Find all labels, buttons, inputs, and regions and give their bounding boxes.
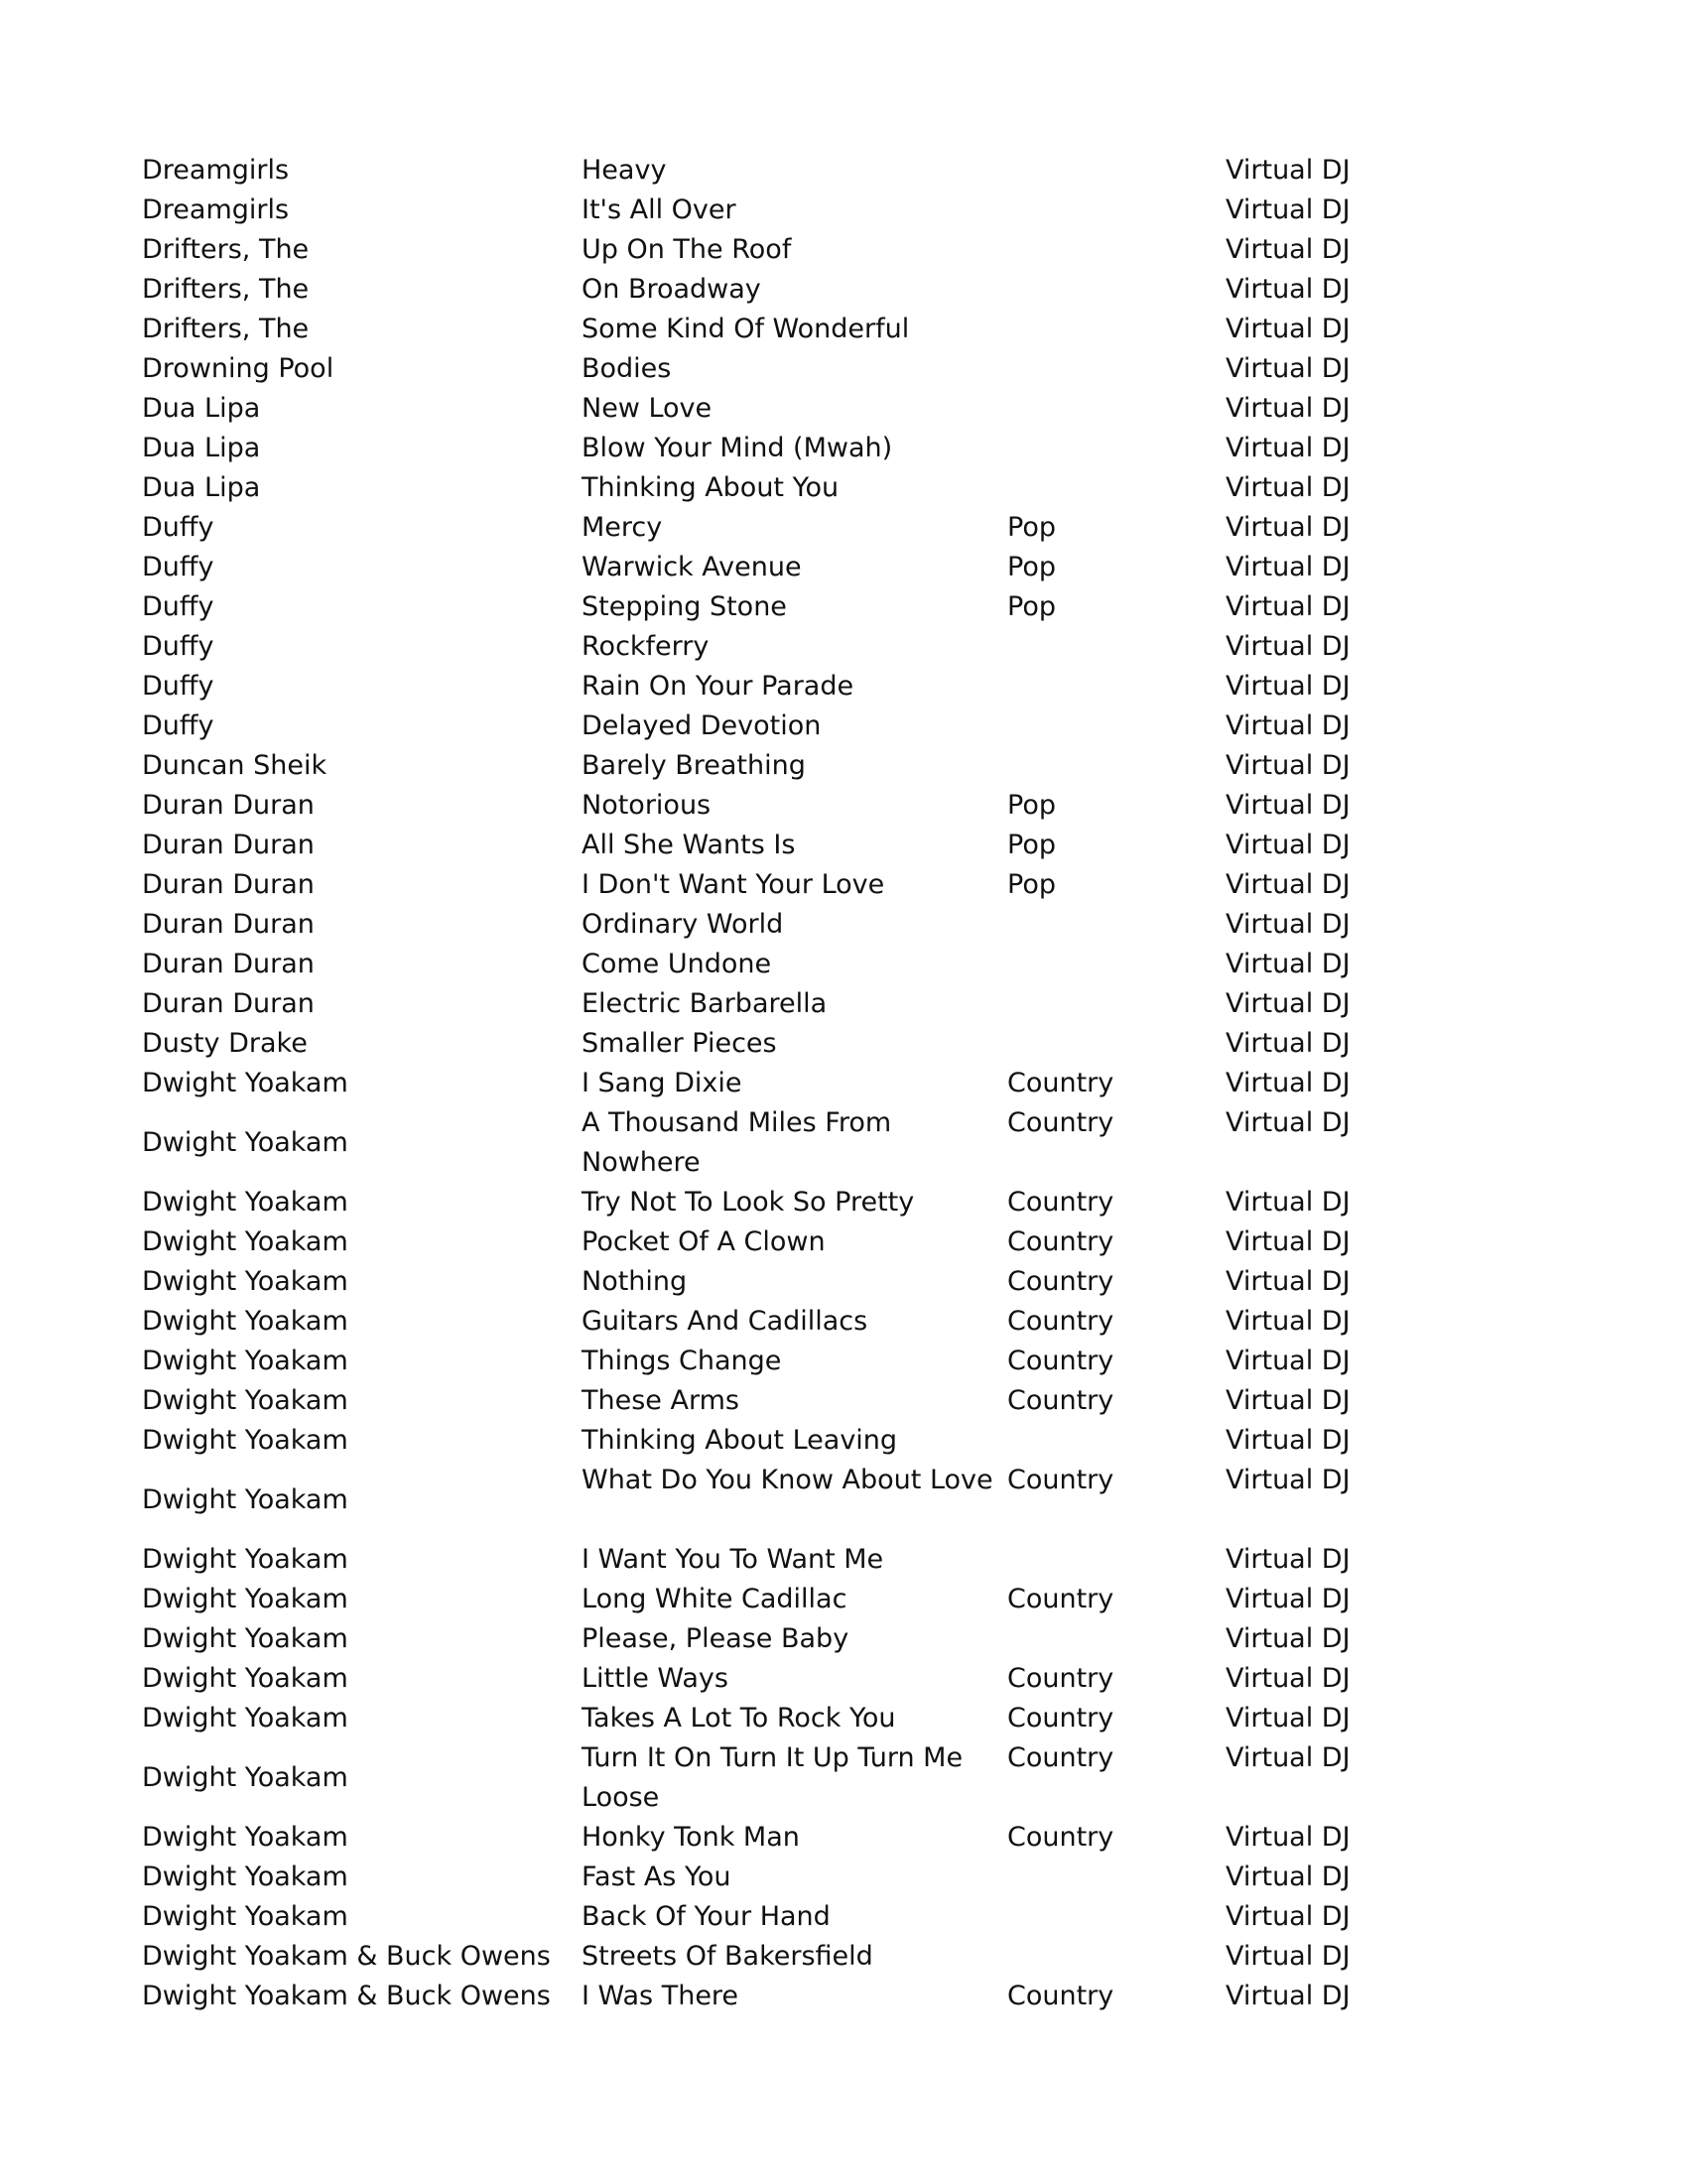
source-cell: Virtual DJ: [1226, 393, 1351, 424]
source-cell: Virtual DJ: [1226, 591, 1351, 622]
source-cell: Virtual DJ: [1226, 750, 1351, 781]
table-row: [142, 1024, 1452, 1064]
source-cell: Virtual DJ: [1226, 1941, 1351, 1972]
artist-cell: Dwight Yoakam & Buck Owens: [142, 1941, 551, 1972]
source-cell: Virtual DJ: [1226, 1901, 1351, 1932]
artist-cell: Duffy: [142, 552, 214, 582]
artist-cell: Dwight Yoakam: [142, 1762, 348, 1793]
title-cell: Fast As You: [582, 1862, 731, 1892]
title-cell: Nothing: [582, 1266, 688, 1297]
source-cell: Virtual DJ: [1226, 1822, 1351, 1853]
genre-cell: [1007, 1937, 1226, 1977]
table-row: [142, 429, 1452, 468]
title-cell: I Sang Dixie: [582, 1068, 742, 1098]
table-row: [142, 826, 1452, 865]
source-cell: Virtual DJ: [1226, 988, 1351, 1019]
genre-cell: Country: [1007, 1465, 1114, 1495]
table-row: [142, 1897, 1452, 1937]
table-row: [142, 1937, 1452, 1977]
source-cell: Virtual DJ: [1226, 1663, 1351, 1694]
title-cell: Warwick Avenue: [582, 552, 802, 582]
genre-cell: [1007, 1858, 1226, 1897]
table-row: [142, 389, 1452, 429]
title-cell: All She Wants Is: [582, 830, 796, 860]
table-row: [142, 1381, 1452, 1421]
title-cell: Little Ways: [582, 1663, 728, 1694]
artist-cell: Dwight Yoakam: [142, 1623, 348, 1654]
artist-cell: Dwight Yoakam: [142, 1663, 348, 1694]
title-cell: Pocket Of A Clown: [582, 1226, 826, 1257]
artist-cell: Dwight Yoakam: [142, 1822, 348, 1853]
table-row: [142, 587, 1452, 627]
artist-cell: Duffy: [142, 671, 214, 702]
title-cell: Thinking About You: [582, 472, 840, 503]
table-row: [142, 1580, 1452, 1619]
source-cell: Virtual DJ: [1226, 949, 1351, 979]
title-cell: A Thousand Miles From Nowhere: [582, 1107, 892, 1178]
artist-cell: Dreamgirls: [142, 194, 290, 225]
artist-cell: Dwight Yoakam: [142, 1901, 348, 1932]
genre-cell: [1007, 429, 1226, 468]
table-row: [142, 1540, 1452, 1580]
artist-cell: Dwight Yoakam: [142, 1266, 348, 1297]
artist-cell: Dwight Yoakam & Buck Owens: [142, 1981, 551, 2011]
title-cell: Honky Tonk Man: [582, 1822, 800, 1853]
source-cell: Virtual DJ: [1226, 710, 1351, 741]
table-row: [142, 1738, 1452, 1818]
genre-cell: [1007, 707, 1226, 746]
source-cell: Virtual DJ: [1226, 1028, 1351, 1059]
genre-cell: Pop: [1007, 790, 1056, 821]
title-cell: Try Not To Look So Pretty: [582, 1187, 915, 1218]
table-row: [142, 905, 1452, 945]
genre-cell: [1007, 230, 1226, 270]
source-cell: Virtual DJ: [1226, 433, 1351, 463]
source-cell: Virtual DJ: [1226, 552, 1351, 582]
song-list-body: [142, 151, 1452, 2016]
artist-cell: Dua Lipa: [142, 472, 261, 503]
genre-cell: Pop: [1007, 552, 1056, 582]
source-cell: Virtual DJ: [1226, 1306, 1351, 1337]
table-row: [142, 230, 1452, 270]
genre-cell: [1007, 270, 1226, 310]
artist-cell: Duran Duran: [142, 909, 315, 940]
table-row: [142, 1302, 1452, 1342]
source-cell: Virtual DJ: [1226, 512, 1351, 543]
table-row: [142, 191, 1452, 230]
genre-cell: [1007, 945, 1226, 984]
artist-cell: Dwight Yoakam: [142, 1425, 348, 1456]
artist-cell: Duran Duran: [142, 949, 315, 979]
genre-cell: Country: [1007, 1703, 1114, 1734]
artist-cell: Dua Lipa: [142, 433, 261, 463]
table-row: [142, 1619, 1452, 1659]
artist-cell: Duncan Sheik: [142, 750, 327, 781]
source-cell: Virtual DJ: [1226, 1981, 1351, 2011]
table-row: [142, 1183, 1452, 1222]
genre-cell: Country: [1007, 1385, 1114, 1416]
genre-cell: Country: [1007, 1187, 1114, 1218]
source-cell: Virtual DJ: [1226, 234, 1351, 265]
artist-cell: Duffy: [142, 710, 214, 741]
table-row: [142, 627, 1452, 667]
table-row: [142, 1421, 1452, 1461]
title-cell: New Love: [582, 393, 713, 424]
table-row: [142, 151, 1452, 191]
source-cell: Virtual DJ: [1226, 1385, 1351, 1416]
genre-cell: [1007, 1421, 1226, 1461]
genre-cell: [1007, 310, 1226, 349]
artist-cell: Drowning Pool: [142, 353, 334, 384]
table-row: [142, 865, 1452, 905]
table-row: [142, 1262, 1452, 1302]
table-row: [142, 707, 1452, 746]
genre-cell: Country: [1007, 1822, 1114, 1853]
artist-cell: Drifters, The: [142, 314, 310, 344]
title-cell: Thinking About Leaving: [582, 1425, 898, 1456]
genre-cell: [1007, 349, 1226, 389]
title-cell: Barely Breathing: [582, 750, 806, 781]
table-row: [142, 1342, 1452, 1381]
title-cell: Long White Cadillac: [582, 1584, 847, 1614]
artist-cell: Duran Duran: [142, 988, 315, 1019]
artist-cell: Dwight Yoakam: [142, 1346, 348, 1376]
title-cell: These Arms: [582, 1385, 739, 1416]
genre-cell: Pop: [1007, 869, 1056, 900]
title-cell: It's All Over: [582, 194, 736, 225]
table-row: [142, 1103, 1452, 1183]
source-cell: Virtual DJ: [1226, 830, 1351, 860]
source-cell: Virtual DJ: [1226, 1862, 1351, 1892]
source-cell: Virtual DJ: [1226, 314, 1351, 344]
artist-cell: Duffy: [142, 512, 214, 543]
genre-cell: Country: [1007, 1306, 1114, 1337]
table-row: [142, 945, 1452, 984]
genre-cell: [1007, 1897, 1226, 1937]
title-cell: Guitars And Cadillacs: [582, 1306, 868, 1337]
table-row: [142, 270, 1452, 310]
title-cell: Mercy: [582, 512, 663, 543]
artist-cell: Drifters, The: [142, 274, 310, 305]
artist-cell: Dwight Yoakam: [142, 1127, 348, 1158]
table-row: [142, 786, 1452, 826]
artist-cell: Duran Duran: [142, 830, 315, 860]
artist-cell: Dusty Drake: [142, 1028, 308, 1059]
source-cell: Virtual DJ: [1226, 1544, 1351, 1575]
table-row: [142, 548, 1452, 587]
source-cell: Virtual DJ: [1226, 1623, 1351, 1654]
title-cell: I Was There: [582, 1981, 739, 2011]
title-cell: Notorious: [582, 790, 712, 821]
artist-cell: Dwight Yoakam: [142, 1385, 348, 1416]
genre-cell: [1007, 151, 1226, 191]
title-cell: Come Undone: [582, 949, 772, 979]
title-cell: Ordinary World: [582, 909, 784, 940]
source-cell: Virtual DJ: [1226, 1187, 1351, 1218]
genre-cell: [1007, 984, 1226, 1024]
source-cell: Virtual DJ: [1226, 1703, 1351, 1734]
table-row: [142, 1858, 1452, 1897]
table-row: [142, 468, 1452, 508]
genre-cell: Country: [1007, 1742, 1114, 1773]
artist-cell: Dwight Yoakam: [142, 1306, 348, 1337]
table-row: [142, 1222, 1452, 1262]
source-cell: Virtual DJ: [1226, 1742, 1351, 1773]
genre-cell: Country: [1007, 1266, 1114, 1297]
artist-cell: Duran Duran: [142, 790, 315, 821]
genre-cell: Country: [1007, 1346, 1114, 1376]
table-row: [142, 1659, 1452, 1699]
title-cell: Up On The Roof: [582, 234, 792, 265]
artist-cell: Duran Duran: [142, 869, 315, 900]
genre-cell: [1007, 1619, 1226, 1659]
title-cell: Some Kind Of Wonderful: [582, 314, 910, 344]
source-cell: Virtual DJ: [1226, 472, 1351, 503]
table-row: [142, 349, 1452, 389]
title-cell: Streets Of Bakersfield: [582, 1941, 873, 1972]
source-cell: Virtual DJ: [1226, 1107, 1351, 1138]
title-cell: Blow Your Mind (Mwah): [582, 433, 893, 463]
genre-cell: Pop: [1007, 830, 1056, 860]
artist-cell: Dreamgirls: [142, 155, 290, 186]
genre-cell: [1007, 746, 1226, 786]
title-cell: On Broadway: [582, 274, 761, 305]
source-cell: Virtual DJ: [1226, 353, 1351, 384]
genre-cell: Country: [1007, 1107, 1114, 1138]
table-row: [142, 1977, 1452, 2016]
genre-cell: [1007, 389, 1226, 429]
table-row: [142, 1064, 1452, 1103]
genre-cell: [1007, 191, 1226, 230]
table-row: [142, 1461, 1452, 1540]
source-cell: Virtual DJ: [1226, 1346, 1351, 1376]
title-cell: I Want You To Want Me: [582, 1544, 884, 1575]
artist-cell: Dwight Yoakam: [142, 1544, 348, 1575]
title-cell: I Don't Want Your Love: [582, 869, 885, 900]
genre-cell: [1007, 905, 1226, 945]
source-cell: Virtual DJ: [1226, 1068, 1351, 1098]
title-cell: Stepping Stone: [582, 591, 787, 622]
source-cell: Virtual DJ: [1226, 1425, 1351, 1456]
title-cell: Things Change: [582, 1346, 782, 1376]
title-cell: Please, Please Baby: [582, 1623, 849, 1654]
table-row: [142, 746, 1452, 786]
genre-cell: Pop: [1007, 591, 1056, 622]
artist-cell: Dwight Yoakam: [142, 1068, 348, 1098]
title-cell: Turn It On Turn It Up Turn Me Loose: [582, 1742, 964, 1813]
title-cell: Rain On Your Parade: [582, 671, 854, 702]
artist-cell: Duffy: [142, 591, 214, 622]
table-row: [142, 310, 1452, 349]
source-cell: Virtual DJ: [1226, 1584, 1351, 1614]
title-cell: Bodies: [582, 353, 672, 384]
title-cell: Heavy: [582, 155, 667, 186]
source-cell: Virtual DJ: [1226, 1465, 1351, 1495]
genre-cell: [1007, 667, 1226, 707]
artist-cell: Dwight Yoakam: [142, 1584, 348, 1614]
title-cell: Smaller Pieces: [582, 1028, 777, 1059]
title-cell: Electric Barbarella: [582, 988, 828, 1019]
genre-cell: [1007, 468, 1226, 508]
source-cell: Virtual DJ: [1226, 274, 1351, 305]
table-row: [142, 984, 1452, 1024]
artist-cell: Dwight Yoakam: [142, 1187, 348, 1218]
genre-cell: Country: [1007, 1226, 1114, 1257]
artist-cell: Dwight Yoakam: [142, 1226, 348, 1257]
source-cell: Virtual DJ: [1226, 194, 1351, 225]
genre-cell: Country: [1007, 1981, 1114, 2011]
artist-cell: Dua Lipa: [142, 393, 261, 424]
source-cell: Virtual DJ: [1226, 155, 1351, 186]
genre-cell: [1007, 627, 1226, 667]
table-row: [142, 508, 1452, 548]
genre-cell: Pop: [1007, 512, 1056, 543]
title-cell: Takes A Lot To Rock You: [582, 1703, 896, 1734]
source-cell: Virtual DJ: [1226, 1226, 1351, 1257]
source-cell: Virtual DJ: [1226, 631, 1351, 662]
table-row: [142, 667, 1452, 707]
table-row: [142, 1699, 1452, 1738]
genre-cell: Country: [1007, 1584, 1114, 1614]
source-cell: Virtual DJ: [1226, 1266, 1351, 1297]
artist-cell: Duffy: [142, 631, 214, 662]
artist-cell: Drifters, The: [142, 234, 310, 265]
genre-cell: [1007, 1024, 1226, 1064]
source-cell: Virtual DJ: [1226, 909, 1351, 940]
source-cell: Virtual DJ: [1226, 869, 1351, 900]
title-cell: Rockferry: [582, 631, 710, 662]
genre-cell: Country: [1007, 1068, 1114, 1098]
artist-cell: Dwight Yoakam: [142, 1862, 348, 1892]
source-cell: Virtual DJ: [1226, 790, 1351, 821]
source-cell: Virtual DJ: [1226, 671, 1351, 702]
artist-cell: Dwight Yoakam: [142, 1703, 348, 1734]
title-cell: What Do You Know About Love: [582, 1465, 993, 1495]
title-cell: Back Of Your Hand: [582, 1901, 831, 1932]
genre-cell: Country: [1007, 1663, 1114, 1694]
artist-cell: Dwight Yoakam: [142, 1484, 348, 1515]
table-row: [142, 1818, 1452, 1858]
title-cell: Delayed Devotion: [582, 710, 822, 741]
song-list-table: [142, 151, 1452, 2016]
genre-cell: [1007, 1540, 1226, 1580]
